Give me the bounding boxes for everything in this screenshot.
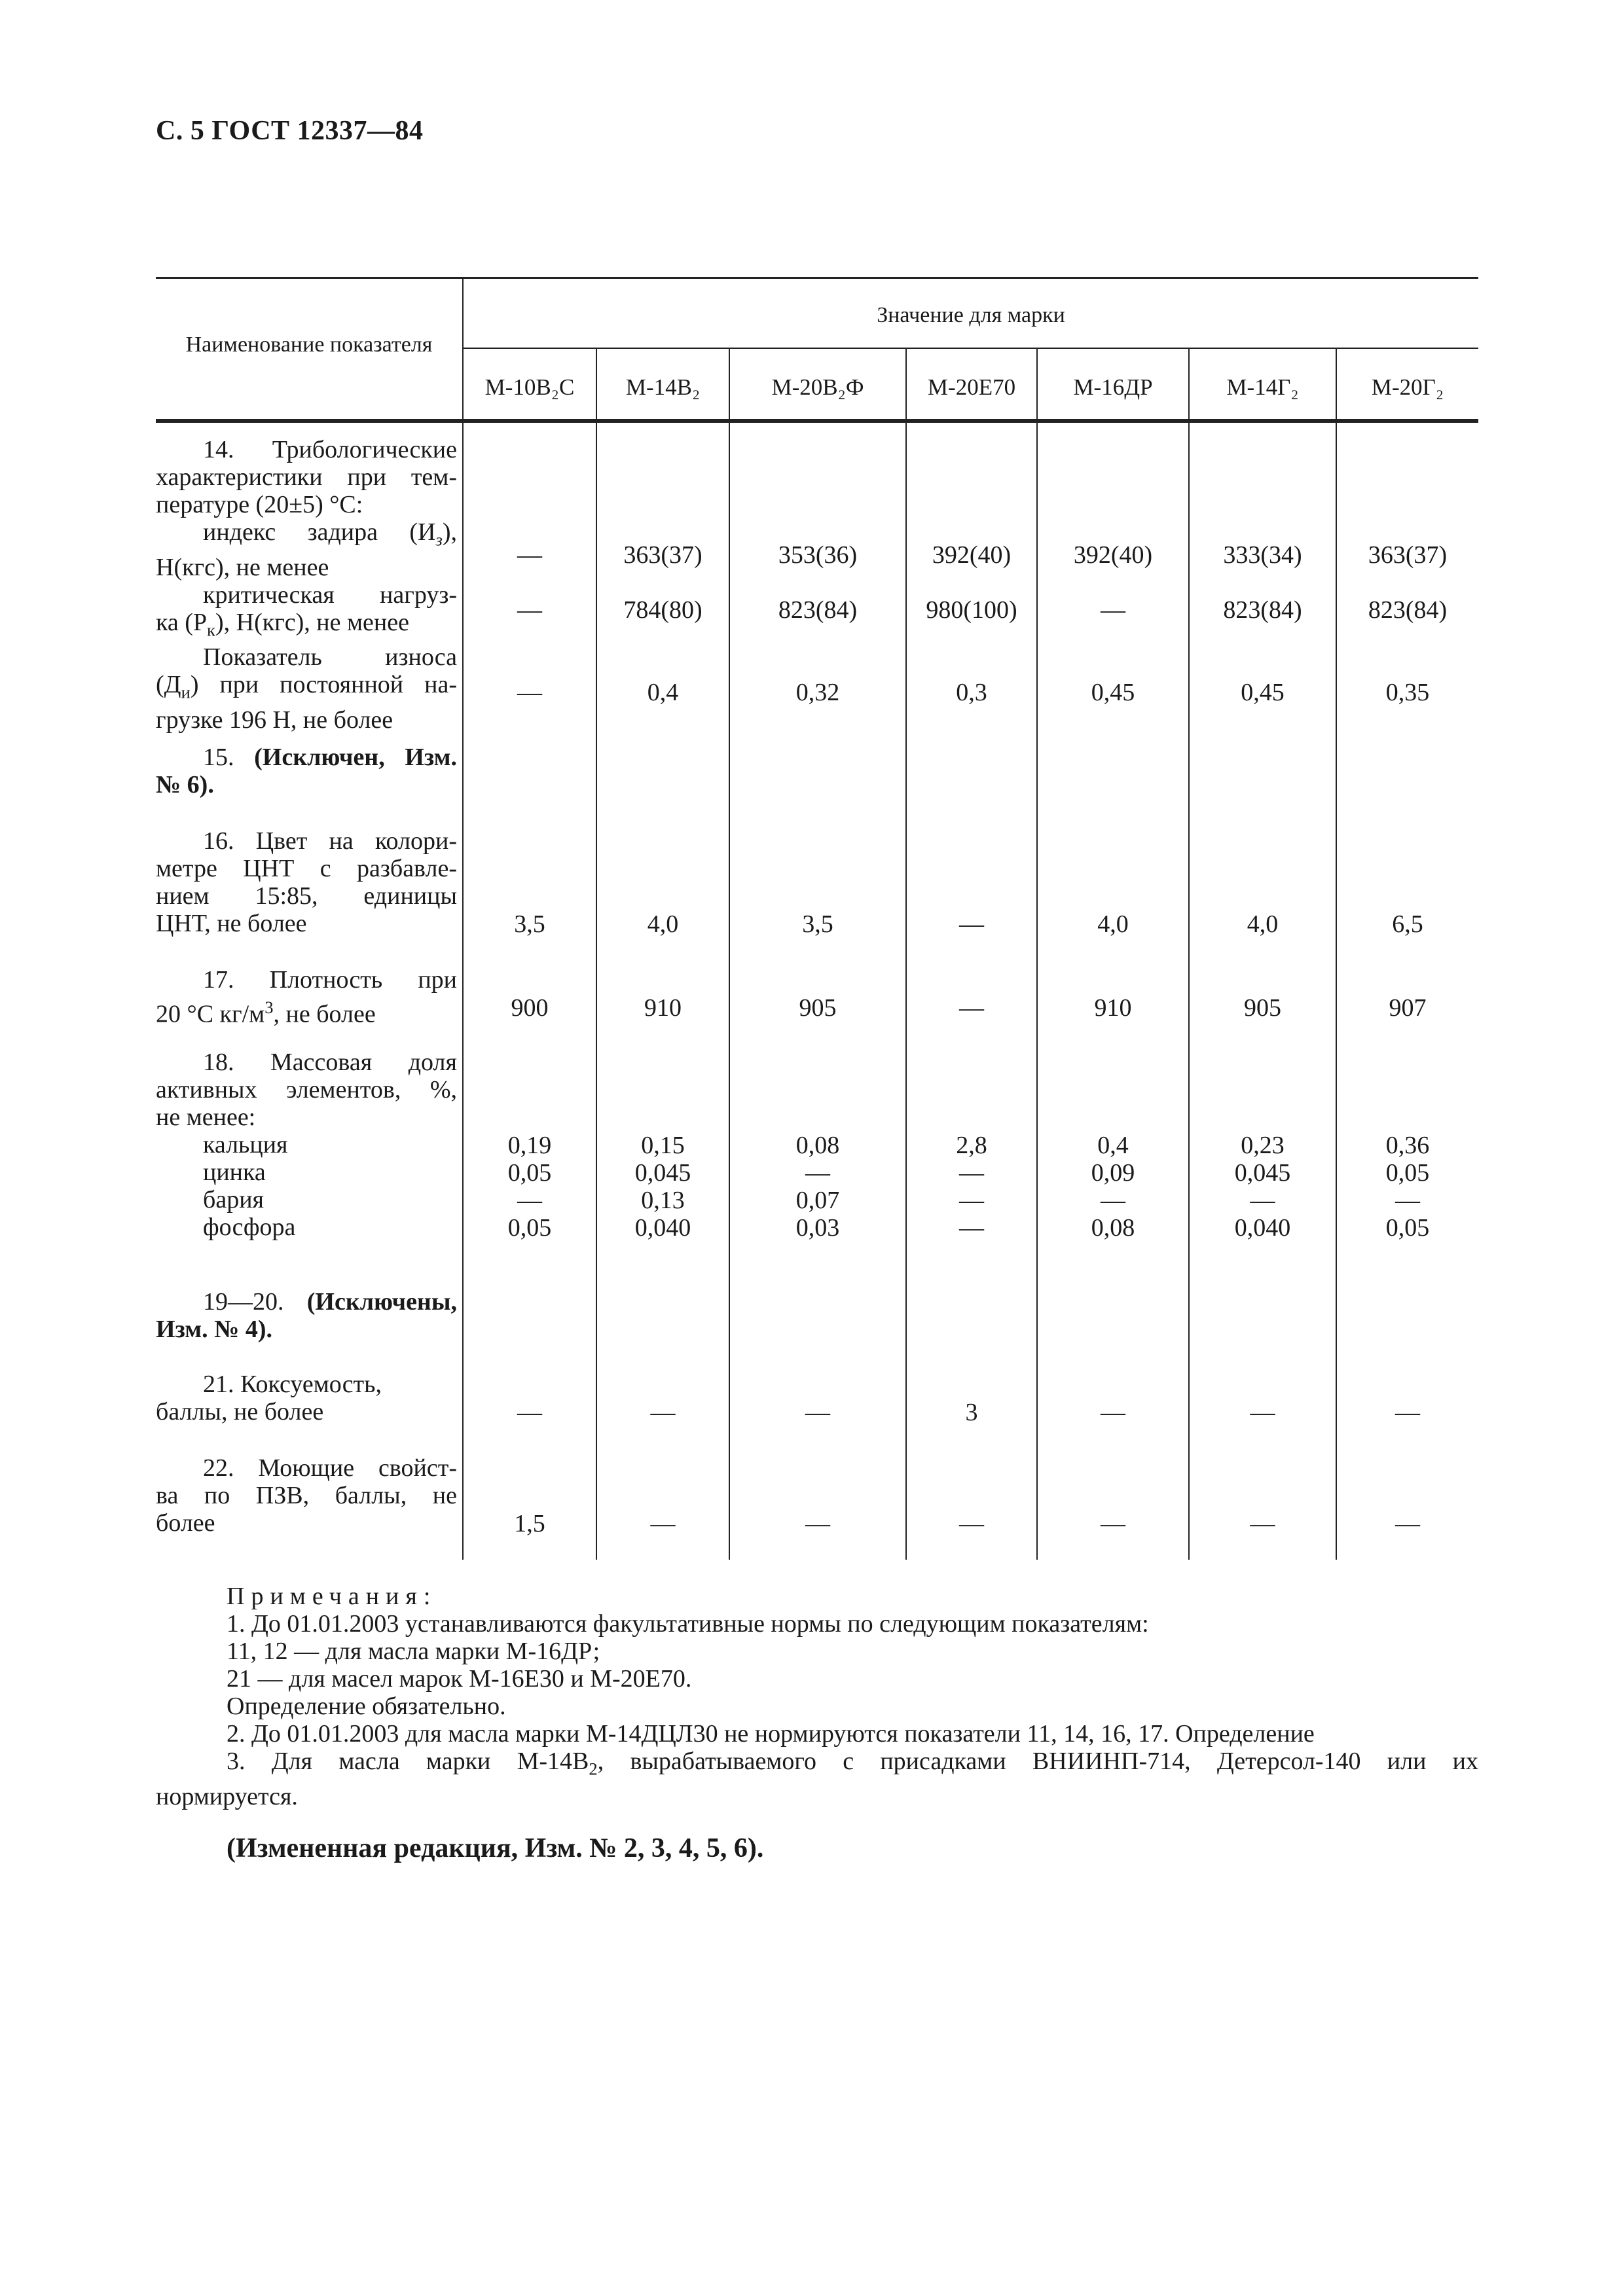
- wear-index-cell: 0,4: [647, 679, 679, 706]
- note-1: 1. До 01.01.2003 устанавливаются факультативные нормы по следующим показателям:: [227, 1610, 1149, 1638]
- calcium-cell: 0,15: [641, 1132, 685, 1159]
- col-divider-6: [1336, 348, 1337, 1560]
- barium-cell: 0,07: [795, 1187, 840, 1214]
- mark-header: М-16ДР: [1073, 374, 1153, 400]
- critical-load-cell: —: [1101, 596, 1125, 624]
- note-3: 3. Для масла марки $М-14В_2$, вырабатываемого с присадками ВНИИНП-714, Детерсол-140 или их: [227, 1748, 1479, 1779]
- critical-load-cell: 980(100): [926, 596, 1017, 624]
- coking-cell: 3: [965, 1399, 978, 1426]
- coking-cell: —: [517, 1399, 542, 1426]
- wear-index-cell: 0,45: [1091, 679, 1135, 706]
- mark-header: М-20Г₂: [1371, 374, 1444, 400]
- barium-cell: —: [1250, 1187, 1275, 1214]
- color-cell: 4,0: [647, 910, 679, 938]
- barium-cell: —: [1101, 1187, 1125, 1214]
- color-cell: 4,0: [1247, 910, 1279, 938]
- phosphorus-cell: 0,03: [795, 1214, 840, 1242]
- zinc-cell: —: [805, 1159, 830, 1187]
- note-1a: 11, 12 — для масла марки М-16ДР;: [227, 1638, 600, 1665]
- col-divider-3: [905, 348, 907, 1560]
- amendment-footer: (Измененная редакция, Изм. № 2, 3, 4, 5, 6).: [227, 1833, 764, 1863]
- detergent-cell: —: [1250, 1510, 1275, 1537]
- note-1b: 21 — для масел марок М-16Е30 и М-20Е70.: [227, 1665, 692, 1693]
- note-1c: Определение обязательно.: [227, 1693, 506, 1720]
- mark-header: М-10В₂С: [484, 374, 575, 400]
- row-16-title: 16. Цвет на колори- метре ЦНТ с разбавле- нием 15:85, единицы ЦНТ, не более: [156, 827, 457, 937]
- phosphorus-cell: —: [959, 1214, 984, 1242]
- critical-load-cell: 823(84): [778, 596, 858, 624]
- wear-index-cell: 0,35: [1385, 679, 1430, 706]
- calcium-cell: 0,19: [507, 1132, 552, 1159]
- col-divider-4: [1036, 348, 1038, 1560]
- barium-cell: —: [959, 1187, 984, 1214]
- mark-header: М-20Е70: [927, 374, 1016, 400]
- notes-block: [156, 1583, 1478, 1810]
- density-cell: 905: [1244, 994, 1281, 1022]
- scuff-index-cell: 363(37): [623, 541, 702, 569]
- detergent-cell: 1,5: [514, 1510, 545, 1537]
- calcium-cell: 0,4: [1097, 1132, 1129, 1159]
- density-cell: 905: [799, 994, 837, 1022]
- header-mid-rule: [462, 348, 1478, 349]
- density-cell: 900: [511, 994, 549, 1022]
- barium-cell: —: [1395, 1187, 1420, 1214]
- zinc-cell: 0,05: [1385, 1159, 1430, 1187]
- color-cell: —: [959, 910, 984, 938]
- phosphorus-cell: 0,05: [507, 1214, 552, 1242]
- row-19-20-title: 19—20. (Исключены, Изм. № 4).: [156, 1288, 457, 1343]
- scuff-index-cell: 392(40): [1073, 541, 1153, 569]
- header-bottom-rule: [156, 419, 1478, 423]
- detergent-cell: —: [805, 1510, 830, 1537]
- col-divider-5: [1188, 348, 1190, 1560]
- calcium-cell: 0,08: [795, 1132, 840, 1159]
- color-cell: 4,0: [1097, 910, 1129, 938]
- row-17-title: 17. Плотность при 20 °С $кг/м^3$, не более: [156, 966, 457, 1028]
- row-22-title: 22. Моющие свойст- ва по ПЗВ, баллы, не более: [156, 1454, 457, 1537]
- critical-load-cell: —: [517, 596, 542, 624]
- col-divider-1: [596, 348, 597, 1560]
- coking-cell: —: [1395, 1399, 1420, 1426]
- row-18-title: 18. Массовая доля активных элементов, %, не менее: кальция цинка бария фосфора: [156, 1049, 457, 1241]
- color-cell: 3,5: [802, 910, 833, 938]
- critical-load-cell: 823(84): [1368, 596, 1448, 624]
- col-name-header: Наименование показателя: [185, 332, 433, 357]
- detergent-cell: —: [650, 1510, 676, 1537]
- barium-cell: —: [517, 1187, 542, 1214]
- wear-index-cell: 0,45: [1241, 679, 1285, 706]
- mark-header: М-20В₂Ф: [771, 374, 864, 400]
- density-cell: —: [959, 994, 984, 1022]
- detergent-cell: —: [1395, 1510, 1420, 1537]
- barium-cell: 0,13: [641, 1187, 685, 1214]
- phosphorus-cell: 0,040: [1234, 1214, 1291, 1242]
- row-14-title: 14. Трибологические характеристики при тем- пературе (20±5) °С: индекс задира $(И_з)$, Н(кгс), не менее критическая нагруз- ка $(Р_к)$, Н(кгс), не менее Показатель износа $(Д_и)$ при постоянной на- грузке 196 Н, не более: [156, 436, 457, 734]
- calcium-cell: 0,36: [1385, 1132, 1430, 1159]
- scuff-index-cell: 353(36): [778, 541, 858, 569]
- calcium-cell: 2,8: [956, 1132, 987, 1159]
- mark-header: М-14В₂: [625, 374, 701, 400]
- density-cell: 910: [644, 994, 682, 1022]
- scuff-index-cell: 363(37): [1368, 541, 1448, 569]
- col-divider-2: [729, 348, 730, 1560]
- critical-load-cell: 784(80): [623, 596, 702, 624]
- notes-heading: Примечания:: [227, 1583, 437, 1610]
- page-header: С. 5 ГОСТ 12337—84: [156, 116, 424, 146]
- coking-cell: —: [1101, 1399, 1125, 1426]
- density-cell: 910: [1094, 994, 1132, 1022]
- zinc-cell: 0,09: [1091, 1159, 1135, 1187]
- zinc-cell: 0,045: [1234, 1159, 1291, 1187]
- value-header: Значение для марки: [877, 303, 1065, 327]
- row-21-title: 21. Коксуемость, баллы, не более: [156, 1371, 382, 1426]
- color-cell: 3,5: [514, 910, 545, 938]
- zinc-cell: 0,05: [507, 1159, 552, 1187]
- note-3-continued: нормируется.: [156, 1782, 298, 1810]
- coking-cell: —: [1250, 1399, 1275, 1426]
- color-cell: 6,5: [1392, 910, 1423, 938]
- zinc-cell: —: [959, 1159, 984, 1187]
- calcium-cell: 0,23: [1241, 1132, 1285, 1159]
- coking-cell: —: [805, 1399, 830, 1426]
- phosphorus-cell: 0,08: [1091, 1214, 1135, 1242]
- wear-index-cell: —: [517, 679, 542, 706]
- wear-index-cell: 0,32: [795, 679, 840, 706]
- zinc-cell: 0,045: [634, 1159, 691, 1187]
- phosphorus-cell: 0,040: [634, 1214, 691, 1242]
- scuff-index-cell: —: [517, 541, 542, 569]
- scuff-index-cell: 392(40): [932, 541, 1012, 569]
- density-cell: 907: [1389, 994, 1427, 1022]
- detergent-cell: —: [959, 1510, 984, 1537]
- row-15-title: 15. (Исключен, Изм. № 6).: [156, 744, 457, 798]
- phosphorus-cell: 0,05: [1385, 1214, 1430, 1242]
- coking-cell: —: [650, 1399, 676, 1426]
- detergent-cell: —: [1101, 1510, 1125, 1537]
- mark-header: М-14Г₂: [1226, 374, 1299, 400]
- scuff-index-cell: 333(34): [1223, 541, 1302, 569]
- note-2: 2. До 01.01.2003 для масла марки М-14ДЦЛ30 не нормируются показатели 11, 14, 16, 17. Определение: [227, 1720, 1315, 1748]
- critical-load-cell: 823(84): [1223, 596, 1302, 624]
- wear-index-cell: 0,3: [956, 679, 987, 706]
- table-top-rule: [156, 277, 1478, 279]
